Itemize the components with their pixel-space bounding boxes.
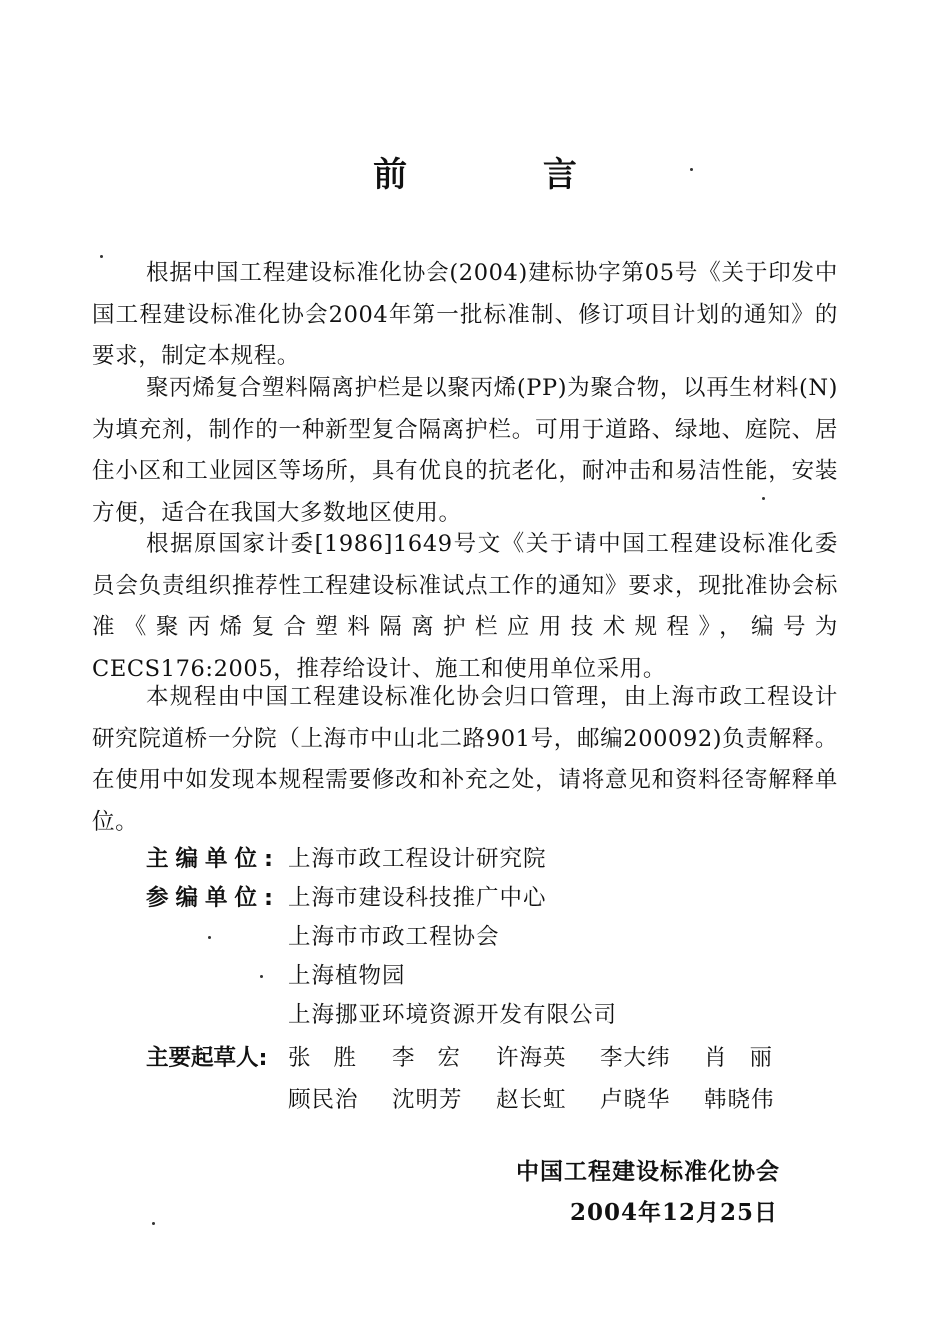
participating-units-row [288,957,406,995]
chief-editor-unit: 上海市政工程设计研究院 [288,846,547,872]
scan-speck [152,1222,155,1225]
drafter-name: 赵长虹 [496,1087,567,1113]
drafter-name: 顾民治 [288,1087,359,1113]
chief-editor-row [146,840,547,878]
drafter-name: 沈明芳 [392,1087,463,1113]
issue-date: 2004年12月25日 [569,1199,778,1226]
scan-speck [690,168,693,171]
drafter-name: 李大纬 [600,1045,671,1071]
drafter-name: 李宏 [392,1045,484,1071]
drafter-name: 肖丽 [704,1045,796,1071]
page-title: 前 言 [373,155,639,195]
participating-units-row [288,996,617,1034]
scan-speck [260,975,263,978]
scan-speck [762,497,765,500]
paragraph-approval: 根据原国家计委[1986]1649号文《关于请中国工程建设标准化委员会负责组织推荐性工程建设标准试点工作的通知》要求，现批准协会标准《聚丙烯复合塑料隔离护栏应用技术规程》，编号为CECS176:2005，推荐给设计、施工和使用单位采用。 [92,531,838,682]
drafter-name: 许海英 [496,1045,567,1071]
paragraph-management: 本规程由中国工程建设标准化协会归口管理，由上海市政工程设计研究院道桥一分院（上海市中山北二路901号，邮编200092)负责解释。在使用中如发现本规程需要修改和补充之处，请将意见和资料径寄解释单位。 [92,684,838,835]
participating-units-label: 参编单位: [146,885,280,911]
participating-unit: 上海市建设科技推广中心 [288,885,547,911]
participating-unit: 上海市市政工程协会 [288,924,500,950]
participating-units-row [146,879,547,917]
drafter-name: 卢晓华 [600,1087,671,1113]
participating-unit: 上海植物园 [288,963,406,989]
chief-editor-label: 主编单位: [146,846,280,872]
participating-unit: 上海挪亚环境资源开发有限公司 [288,1002,618,1028]
drafter-name: 张胜 [288,1045,380,1071]
drafter-name: 韩晓伟 [704,1087,775,1113]
issuing-organization: 中国工程建设标准化协会 [516,1159,780,1185]
paragraph-basis: 根据中国工程建设标准化协会(2004)建标协字第05号《关于印发中国工程建设标准化协会2004年第一批标准制、修订项目计划的通知》的要求，制定本规程。 [92,260,838,369]
scan-speck [100,255,103,258]
scan-speck [208,936,211,939]
participating-units-row [288,918,500,956]
main-drafters-label: 主要起草人: [146,1045,268,1071]
paragraph-description: 聚丙烯复合塑料隔离护栏是以聚丙烯(PP)为聚合物，以再生材料(N)为填充剂，制作的一种新型复合隔离护栏。可用于道路、绿地、庭院、居住小区和工业园区等场所，具有优良的抗老化，耐冲击和易洁性能，安装方便，适合在我国大多数地区使用。 [92,375,838,526]
drafter-names [288,1037,808,1121]
